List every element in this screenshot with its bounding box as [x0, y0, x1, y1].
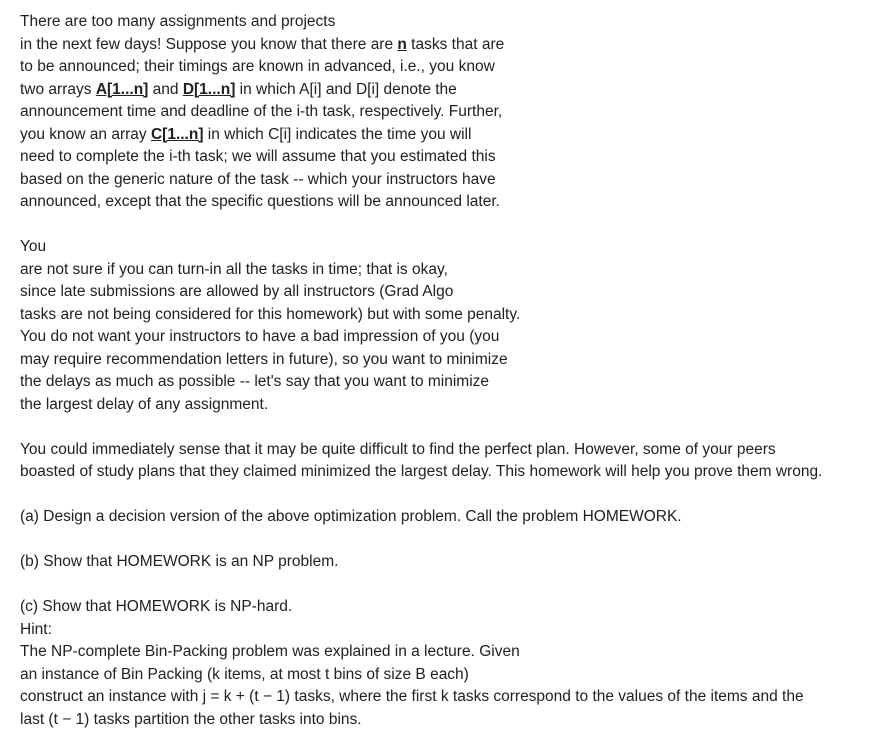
text-line: (b) Show that HOMEWORK is an NP problem.	[20, 553, 339, 570]
text-line: You could immediately sense that it may be quite difficult to find the perfect plan. However, some of your peers	[20, 440, 776, 458]
paragraph-gap	[20, 574, 875, 597]
paragraph-gap	[20, 214, 875, 237]
text-line: to be announced; their timings are known in advanced, i.e., you know	[20, 58, 495, 75]
text-line: since late submissions are allowed by all instructors (Grad Algo	[20, 283, 454, 300]
text-line: based on the generic nature of the task -- which your instructors have	[20, 170, 496, 188]
text-line: last (t − 1) tasks partition the other tasks into bins.	[20, 710, 362, 728]
text-line: announced, except that the specific questions will be announced later.	[20, 193, 500, 210]
hint-label: Hint:	[20, 620, 52, 638]
second-paragraph	[20, 236, 875, 416]
paragraph-gap	[20, 416, 875, 439]
part-b	[20, 551, 875, 574]
array-c: C[1...n]	[150, 125, 204, 143]
text-line: are not sure if you can turn-in all the tasks in time; that is okay,	[20, 260, 448, 278]
text-line: (c) Show that HOMEWORK is NP-hard.	[20, 598, 293, 615]
text-run: in which A[i] and D[i] denote the	[235, 80, 457, 98]
text-run: tasks that are	[406, 35, 505, 53]
text-run: in which C[i] indicates the time you will	[203, 125, 472, 143]
paragraph-gap	[20, 484, 875, 507]
array-a: A[1...n]	[95, 80, 149, 98]
text-run: you know an array	[20, 125, 151, 143]
text-line: tasks are not being considered for this homework) but with some penalty.	[20, 305, 521, 323]
text-line: The NP-complete Bin-Packing problem was explained in a lecture. Given	[20, 643, 520, 660]
text-line: the largest delay of any assignment.	[20, 395, 269, 413]
text-line: announcement time and deadline of the i-th task, respectively. Further,	[20, 103, 503, 120]
text-line	[20, 34, 875, 57]
text-line: the delays as much as possible -- let's say that you want to minimize	[20, 373, 490, 390]
text-line: You	[20, 238, 47, 255]
part-c	[20, 596, 875, 731]
intro-paragraph	[20, 11, 875, 214]
text-line: boasted of study plans that they claimed minimized the largest delay. This homework will help you prove them wrong.	[20, 463, 823, 480]
text-line: There are too many assignments and projects	[20, 13, 336, 30]
text-line: an instance of Bin Packing (k items, at most t bins of size B each)	[20, 665, 469, 683]
third-paragraph	[20, 439, 875, 484]
problem-document	[20, 11, 875, 731]
text-run: and	[148, 80, 183, 98]
text-line	[20, 124, 875, 147]
text-line: You do not want your instructors to have a bad impression of you (you	[20, 328, 500, 345]
paragraph-gap	[20, 529, 875, 552]
part-a	[20, 506, 875, 529]
array-d: D[1...n]	[182, 80, 236, 98]
text-line: (a) Design a decision version of the above optimization problem. Call the problem HOMEWORK.	[20, 508, 682, 525]
text-line	[20, 79, 875, 102]
text-line: need to complete the i-th task; we will assume that you estimated this	[20, 148, 496, 165]
text-run: in the next few days! Suppose you know that there are	[20, 35, 398, 53]
variable-n: n	[397, 35, 407, 53]
text-run: two arrays	[20, 80, 96, 98]
text-line: may require recommendation letters in future), so you want to minimize	[20, 350, 508, 368]
text-line: construct an instance with j = k + (t − 1) tasks, where the first k tasks correspond to the values of the items and the	[20, 688, 804, 705]
